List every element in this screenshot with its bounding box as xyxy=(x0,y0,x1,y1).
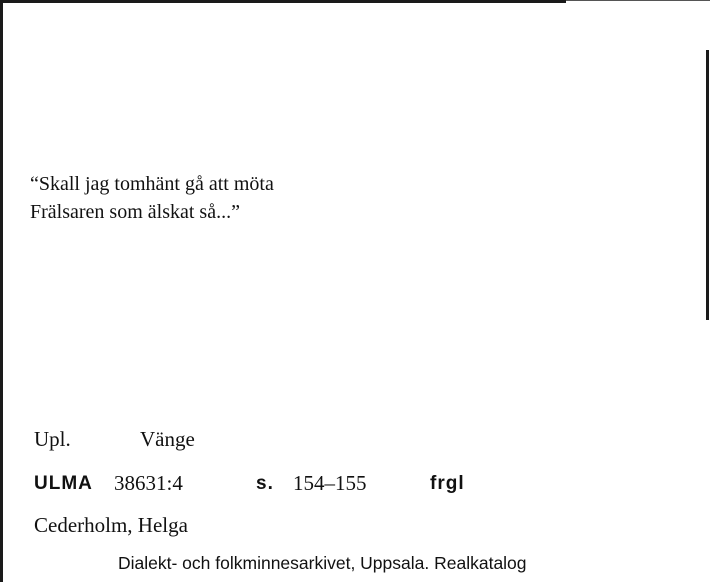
province: Upl. xyxy=(34,427,71,451)
category-code: frgl xyxy=(430,473,465,494)
quote-line-2: Frälsaren som älskat så...” xyxy=(30,201,240,223)
parish: Vänge xyxy=(140,427,195,451)
archive-label: ULMA xyxy=(34,473,93,494)
card-footer: Dialekt- och folkminnesarkivet, Uppsala. Realkatalog xyxy=(118,553,527,573)
place-row xyxy=(34,427,195,452)
card-top-edge xyxy=(0,0,566,3)
informant-name: Cederholm, Helga xyxy=(34,513,188,537)
page-label: s. xyxy=(256,473,274,494)
card-left-edge xyxy=(0,0,3,582)
card-right-edge xyxy=(706,50,709,320)
page-range: 154–155 xyxy=(293,471,367,495)
quote-line-1: “Skall jag tomhänt gå att möta xyxy=(30,173,274,195)
informant-row xyxy=(34,513,188,538)
card-top-edge-thin xyxy=(566,0,710,1)
quote-text xyxy=(30,170,274,226)
archive-number: 38631:4 xyxy=(114,471,183,495)
